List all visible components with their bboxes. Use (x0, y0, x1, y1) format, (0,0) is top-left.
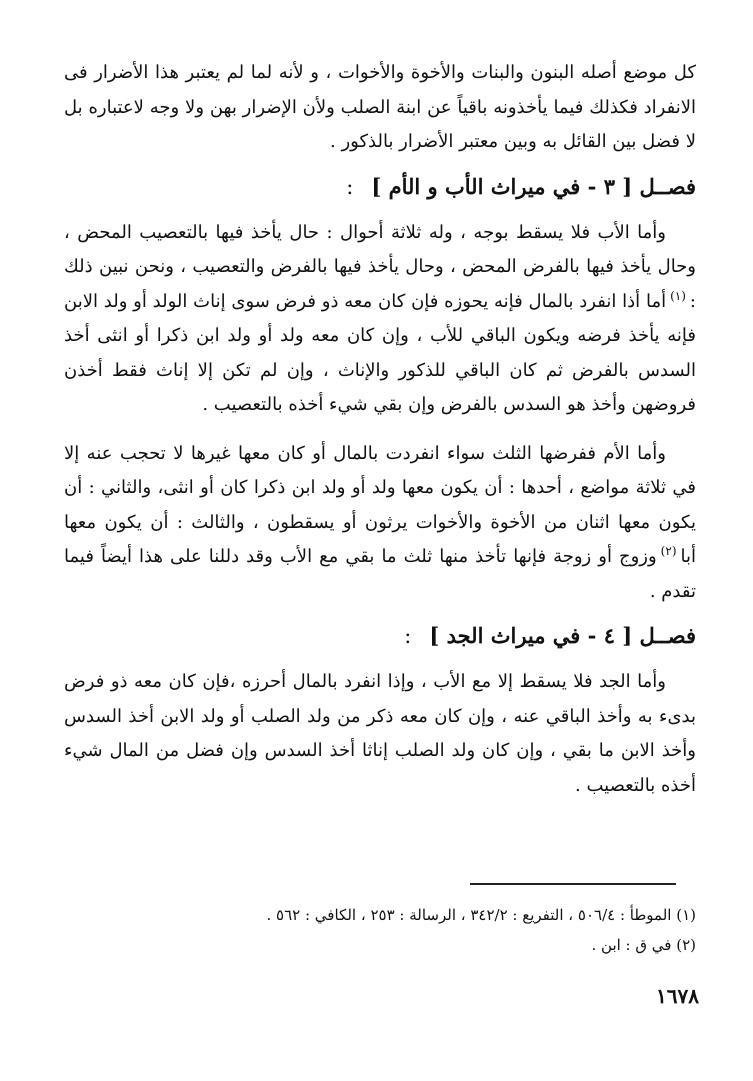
paragraph-gap (64, 423, 696, 437)
footnote-1: (١) الموطأ : ٥٠٦/٤ ، التفريع : ٣٤٢/٢ ، الرسالة : ٢٥٣ ، الكافي : ٥٦٢ . (266, 906, 696, 924)
section-title: فصــل [ ٣ - في ميراث الأب و الأم ] (371, 173, 696, 199)
paragraph-father-part-2: أما أذا انفرد بالمال فإنه يحوزه فإن كان معه ذو فرض سوى إناث الولد أو ولد الابن فإنه يأخذ فرضه ويكون الباقي للأب ، وإن كان معه ولد أو ولد ابن ذكرا أو انثى أخذ السدس بالفرض ثم كان الباقي للذكور والإناث ، وإن لم تكن إلا إناث فقط أخذن فروضهن وأخذ هو السدس بالفرض وإن بقي شيء أخذه بالتعصيب . (64, 290, 696, 415)
paragraph-mother-part-2: وزوج أو زوجة فإنها تأخذ منها ثلث ما بقي مع الأب وقد دللنا على هذا أيضاً فيما تقدم . (64, 546, 696, 602)
section-title: فصــل [ ٤ - في ميراث الجد ] (429, 623, 696, 648)
footnotes (64, 900, 696, 960)
paragraph-mother-part-1: وأما الأم ففرضها الثلث سواء انفردت بالمال أو كان معها غيرها لا تحجب عنه إلا في ثلاثة مواضع ، أحدها : أن يكون معها ولد أو ولد ابن ذكرا كان أو انثى، والثاني : أن يكون معها اثنان من الأخوة والأخوات يرثون أو يسقطون ، والثالث : أن يكون معها أبا (64, 442, 696, 567)
main-text (64, 56, 696, 803)
paragraph-grandfather: وأما الجد فلا يسقط إلا مع الأب ، وإذا انفرد بالمال أحرزه ،فإن كان معه ذو فرض بدىء به وأخذ الباقي عنه ، وإن كان معه ذكر من ولد الصلب أو ولد الابن أخذ السدس وأخذ الابن ما بقي ، وإن كان ولد الصلب إناثا أخذ السدس وإن فضل من المال شيء أخذه بالتعصيب . (64, 671, 696, 796)
paragraph-father-part-1: وأما الأب فلا يسقط بوجه ، وله ثلاثة أحوال : حال يأخذ فيها بالتعصيب المحض ، وحال يأخذ فيها بالفرض المحض ، وحال يأخذ فيها بالفرض والتعصيب ، ونحن نبين ذلك : (64, 221, 696, 312)
footnote-marker-2[interactable]: (٢) (660, 544, 677, 558)
section-heading-father-mother (64, 172, 696, 202)
paragraph-mother (64, 437, 696, 610)
footnote-marker-1[interactable]: (١) (670, 288, 686, 303)
footnote-separator (470, 883, 676, 885)
section-heading-grandfather (64, 621, 696, 651)
section-colon: : (346, 174, 354, 199)
footnote-2: (٢) في ق : ابن . (591, 936, 696, 954)
paragraph-father (64, 216, 696, 423)
paragraph-1: كل موضع أصله البنون والبنات والأخوة والأخوات ، و لأنه لما لم يعتبر هذا الأضرار فى الانفراد فكذلك فيما يأخذونه باقياً عن ابنة الصلب ولأن الإضرار بهن ولا وجه لاعتباره بل لا فضل بين القائل به وبين معتبر الأضرار بالذكور . (64, 62, 696, 152)
section-colon: : (404, 624, 412, 648)
page-number: ١٦٧٨ (656, 984, 699, 1008)
